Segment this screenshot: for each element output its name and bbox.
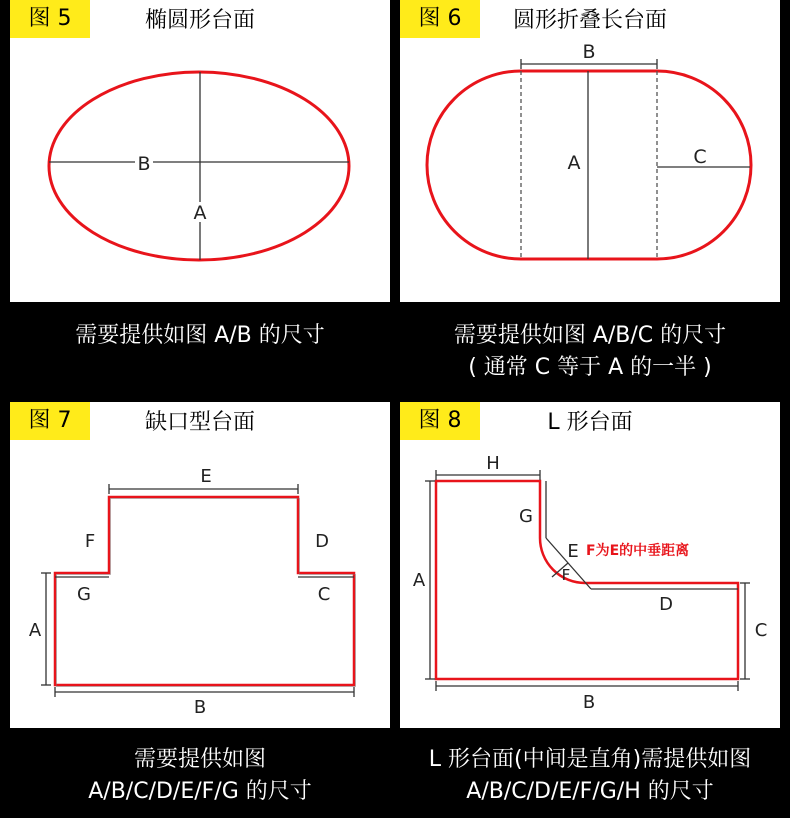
caption-line: ( 通常 C 等于 A 的一半 ): [468, 355, 712, 380]
label-e: E: [567, 541, 579, 562]
panel-round-folding-long-tabletop: [400, 0, 780, 302]
panel-l-shaped-tabletop: [400, 402, 780, 728]
caption-line: A/B/C/D/E/F/G 的尺寸: [88, 779, 312, 804]
panel-notched-tabletop: [10, 402, 390, 728]
label-h: H: [486, 453, 500, 474]
label-c: C: [754, 620, 768, 641]
oval-diagram: [10, 0, 390, 302]
note-f-perpendicular: F为E的中垂距离: [586, 543, 690, 559]
label-g: G: [77, 584, 91, 605]
caption-line: 需要提供如图: [133, 747, 266, 772]
caption-figure-5: [10, 320, 390, 352]
caption-line: 需要提供如图 A/B/C 的尺寸: [453, 323, 727, 348]
label-b: B: [582, 692, 596, 713]
label-f: F: [84, 531, 96, 552]
label-b: B: [582, 41, 596, 63]
label-b: B: [137, 153, 151, 175]
figure-badge: 图 7: [10, 402, 90, 440]
panel-title: 缺口型台面: [144, 410, 255, 435]
l-shape-outline: [436, 481, 738, 679]
notched-outline: [55, 497, 354, 685]
figure-badge: 图 8: [400, 402, 480, 440]
caption-figure-8: [400, 744, 780, 808]
caption-figure-6: [400, 320, 780, 384]
caption-line: L 形台面(中间是直角)需提供如图: [428, 747, 752, 772]
label-e: E: [200, 466, 212, 487]
label-d: D: [315, 531, 329, 552]
label-f: F: [561, 566, 571, 584]
label-c: C: [693, 146, 707, 168]
figure-badge: 图 6: [400, 0, 480, 38]
l-shaped-diagram: [400, 402, 780, 728]
panel-oval-tabletop: [10, 0, 390, 302]
caption-line: A/B/C/D/E/F/G/H 的尺寸: [466, 779, 714, 804]
panel-title: 圆形折叠长台面: [512, 8, 667, 33]
label-a: A: [193, 202, 207, 224]
panel-title: L 形台面: [547, 410, 633, 435]
caption-figure-7: [10, 744, 390, 808]
oval-outline: [49, 72, 349, 260]
label-g: G: [519, 506, 533, 527]
notched-diagram: [10, 402, 390, 728]
label-c: C: [317, 584, 331, 605]
label-a: A: [28, 620, 42, 641]
label-d: D: [659, 594, 673, 615]
figure-badge: 图 5: [10, 0, 90, 38]
label-a: A: [412, 570, 426, 591]
panel-title: 椭圆形台面: [144, 8, 255, 33]
round-folding-diagram: [400, 0, 780, 302]
label-b: B: [193, 697, 207, 718]
label-a: A: [567, 152, 581, 174]
caption-line: 需要提供如图 A/B 的尺寸: [75, 323, 325, 348]
